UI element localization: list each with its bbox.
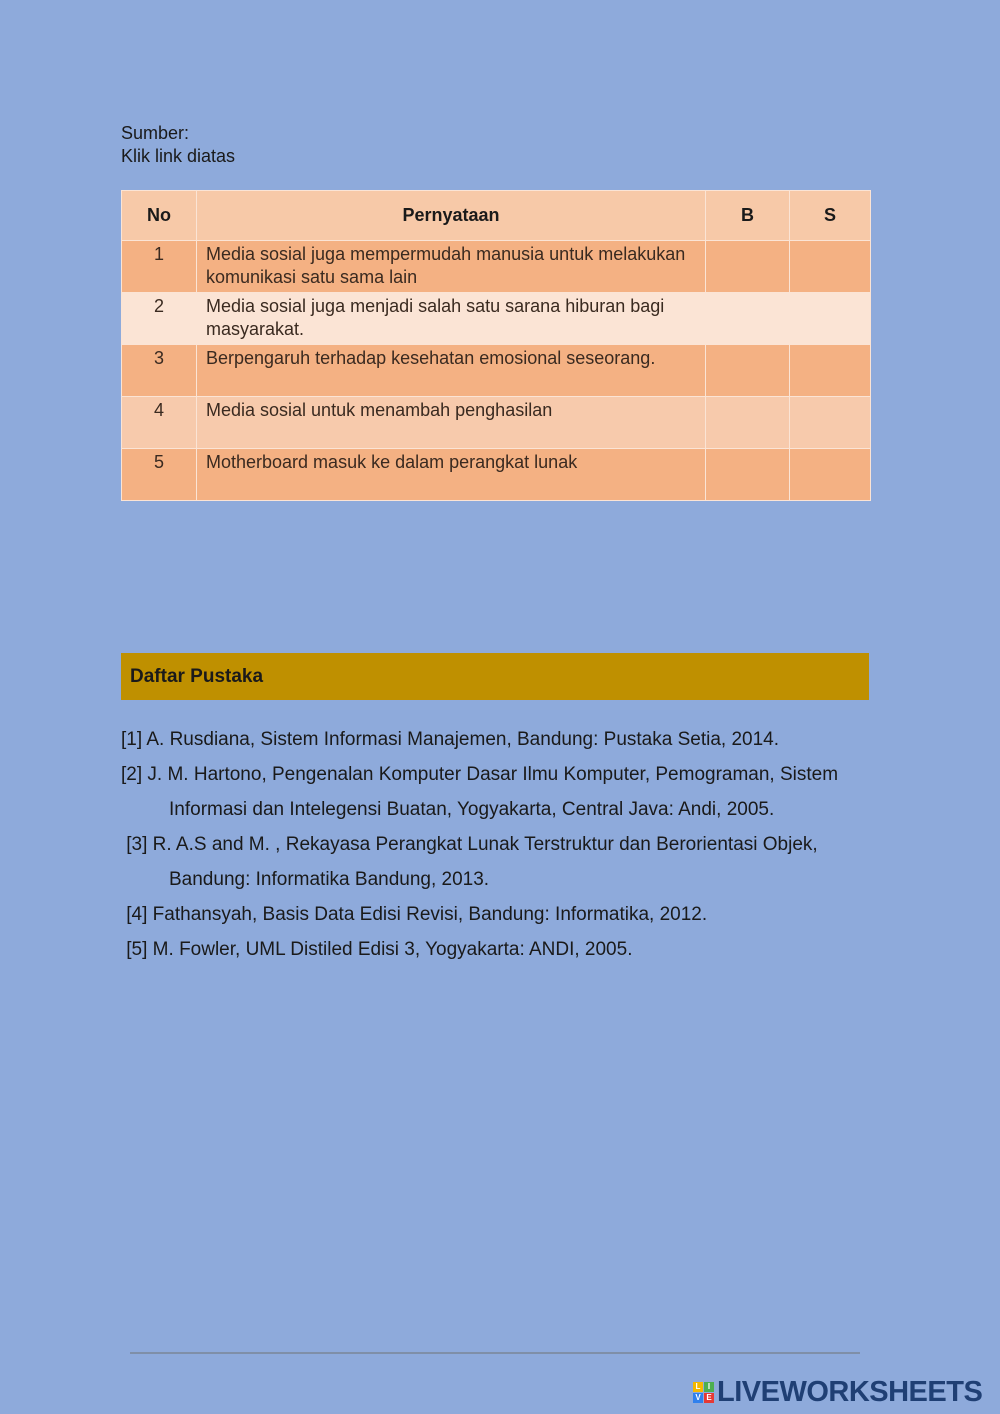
bibliography-title: Daftar Pustaka xyxy=(130,666,264,687)
live-blocks-icon xyxy=(693,1382,714,1403)
table-row xyxy=(122,449,871,501)
answer-s-cell[interactable] xyxy=(790,345,871,397)
reference-item-continued: Informasi dan Intelegensi Buatan, Yogyakarta, Central Java: Andi, 2005. xyxy=(169,799,775,820)
statement-table xyxy=(121,190,871,501)
row-statement: Media sosial juga mempermudah manusia untuk melakukan komunikasi satu sama lain xyxy=(197,241,706,293)
row-statement: Motherboard masuk ke dalam perangkat lunak xyxy=(197,449,706,501)
row-number: 2 xyxy=(122,293,197,345)
logo-block: L xyxy=(693,1382,703,1392)
table-row xyxy=(122,293,871,345)
answer-b-cell[interactable] xyxy=(706,345,790,397)
source-text: Klik link diatas xyxy=(121,146,236,166)
reference-list xyxy=(121,722,881,967)
bibliography-heading-band xyxy=(121,653,869,700)
source-note xyxy=(121,122,235,168)
reference-item: [4] Fathansyah, Basis Data Edisi Revisi, Bandung: Informatika, 2012. xyxy=(121,904,708,925)
logo-text: LIVEWORKSHEETS xyxy=(717,1376,983,1408)
table-row xyxy=(122,241,871,293)
row-statement: Media sosial juga menjadi salah satu sarana hiburan bagi masyarakat. xyxy=(197,293,706,345)
header-no: No xyxy=(122,191,197,241)
row-number: 4 xyxy=(122,397,197,449)
reference-item: [3] R. A.S and M. , Rekayasa Perangkat Lunak Terstruktur dan Berorientasi Objek, xyxy=(121,834,818,855)
source-label: Sumber: xyxy=(121,123,190,143)
table-row xyxy=(122,397,871,449)
answer-s-cell[interactable] xyxy=(790,449,871,501)
row-statement: Berpengaruh terhadap kesehatan emosional seseorang. xyxy=(197,345,706,397)
answer-b-cell[interactable] xyxy=(706,397,790,449)
reference-item-continued: Bandung: Informatika Bandung, 2013. xyxy=(169,869,490,890)
row-number: 5 xyxy=(122,449,197,501)
logo-block: E xyxy=(704,1393,714,1403)
answer-s-cell[interactable] xyxy=(790,397,871,449)
answer-b-cell[interactable] xyxy=(706,293,790,345)
table-row xyxy=(122,345,871,397)
row-number: 1 xyxy=(122,241,197,293)
reference-item: [2] J. M. Hartono, Pengenalan Komputer Dasar Ilmu Komputer, Pemograman, Sistem xyxy=(121,764,839,785)
answer-b-cell[interactable] xyxy=(706,241,790,293)
logo-block: V xyxy=(693,1393,703,1403)
liveworksheets-logo xyxy=(693,1376,982,1409)
table-header xyxy=(122,191,871,241)
reference-item: [5] M. Fowler, UML Distiled Edisi 3, Yogyakarta: ANDI, 2005. xyxy=(121,939,633,960)
logo-block: I xyxy=(704,1382,714,1392)
footer-divider xyxy=(130,1352,860,1354)
header-s: S xyxy=(790,191,871,241)
reference-item: [1] A. Rusdiana, Sistem Informasi Manajemen, Bandung: Pustaka Setia, 2014. xyxy=(121,729,779,750)
answer-s-cell[interactable] xyxy=(790,241,871,293)
header-statement: Pernyataan xyxy=(197,191,706,241)
header-b: B xyxy=(706,191,790,241)
row-statement: Media sosial untuk menambah penghasilan xyxy=(197,397,706,449)
row-number: 3 xyxy=(122,345,197,397)
answer-s-cell[interactable] xyxy=(790,293,871,345)
answer-b-cell[interactable] xyxy=(706,449,790,501)
